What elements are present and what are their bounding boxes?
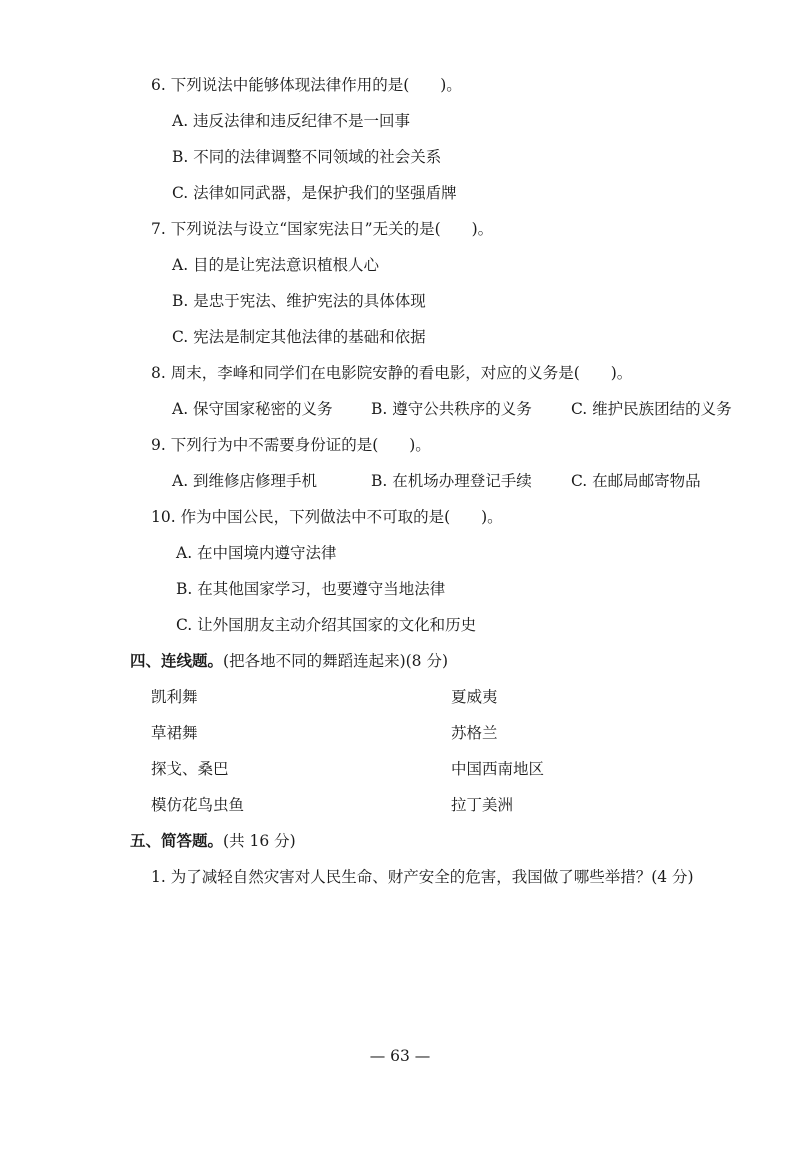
section-5-title: 五、简答题。 — [130, 831, 224, 850]
section-4-title: 四、连线题。 — [130, 651, 224, 670]
page-number: — 63 — — [369, 1047, 431, 1065]
question-7-option-b: B. 是忠于宪法、维护宪法的具体体现 — [172, 292, 426, 310]
section-4-heading — [130, 650, 448, 672]
question-6-option-c: C. 法律如同武器，是保护我们的坚强盾牌 — [172, 184, 457, 202]
section-5-note: (共 16 分) — [223, 832, 296, 850]
question-7-option-a: A. 目的是让宪法意识植根人心 — [172, 256, 380, 274]
question-9-stem: 9. 下列行为中不需要身份证的是( )。 — [151, 436, 431, 454]
question-8-stem: 8. 周末，李峰和同学们在电影院安静的看电影，对应的义务是( )。 — [151, 364, 633, 382]
question-9-option-b: B. 在机场办理登记手续 — [371, 472, 532, 490]
question-8-option-c: C. 维护民族团结的义务 — [571, 400, 732, 418]
question-10-option-c: C. 让外国朋友主动介绍其国家的文化和历史 — [176, 616, 477, 634]
question-6-stem: 6. 下列说法中能够体现法律作用的是( )。 — [151, 76, 462, 94]
question-6-option-b: B. 不同的法律调整不同领域的社会关系 — [172, 148, 442, 166]
match-left-item: 凯利舞 — [151, 688, 198, 706]
question-6-option-a: A. 违反法律和违反纪律不是一回事 — [172, 112, 411, 130]
question-10-stem: 10. 作为中国公民，下列做法中不可取的是( )。 — [151, 508, 503, 526]
match-left-item: 草裙舞 — [151, 724, 198, 742]
match-right-item: 拉丁美洲 — [451, 796, 514, 814]
question-8-option-b: B. 遵守公共秩序的义务 — [371, 400, 532, 418]
question-9-option-a: A. 到维修店修理手机 — [172, 472, 318, 490]
question-9-option-c: C. 在邮局邮寄物品 — [571, 472, 701, 490]
question-10-option-b: B. 在其他国家学习，也要遵守当地法律 — [176, 580, 446, 598]
question-8-option-a: A. 保守国家秘密的义务 — [172, 400, 333, 418]
match-right-item: 中国西南地区 — [451, 760, 545, 778]
match-right-item: 苏格兰 — [451, 724, 498, 742]
question-7-stem: 7. 下列说法与设立“国家宪法日”无关的是( )。 — [151, 220, 494, 238]
question-7-option-c: C. 宪法是制定其他法律的基础和依据 — [172, 328, 426, 346]
section-5-question-1: 1. 为了减轻自然灾害对人民生命、财产安全的危害，我国做了哪些举措？(4 分) — [151, 868, 694, 886]
match-left-item: 探戈、桑巴 — [151, 760, 229, 778]
match-left-item: 模仿花鸟虫鱼 — [151, 796, 245, 814]
match-right-item: 夏威夷 — [451, 688, 498, 706]
section-5-heading — [130, 830, 296, 852]
question-10-option-a: A. 在中国境内遵守法律 — [176, 544, 337, 562]
section-4-note: (把各地不同的舞蹈连起来)(8 分) — [223, 652, 448, 670]
